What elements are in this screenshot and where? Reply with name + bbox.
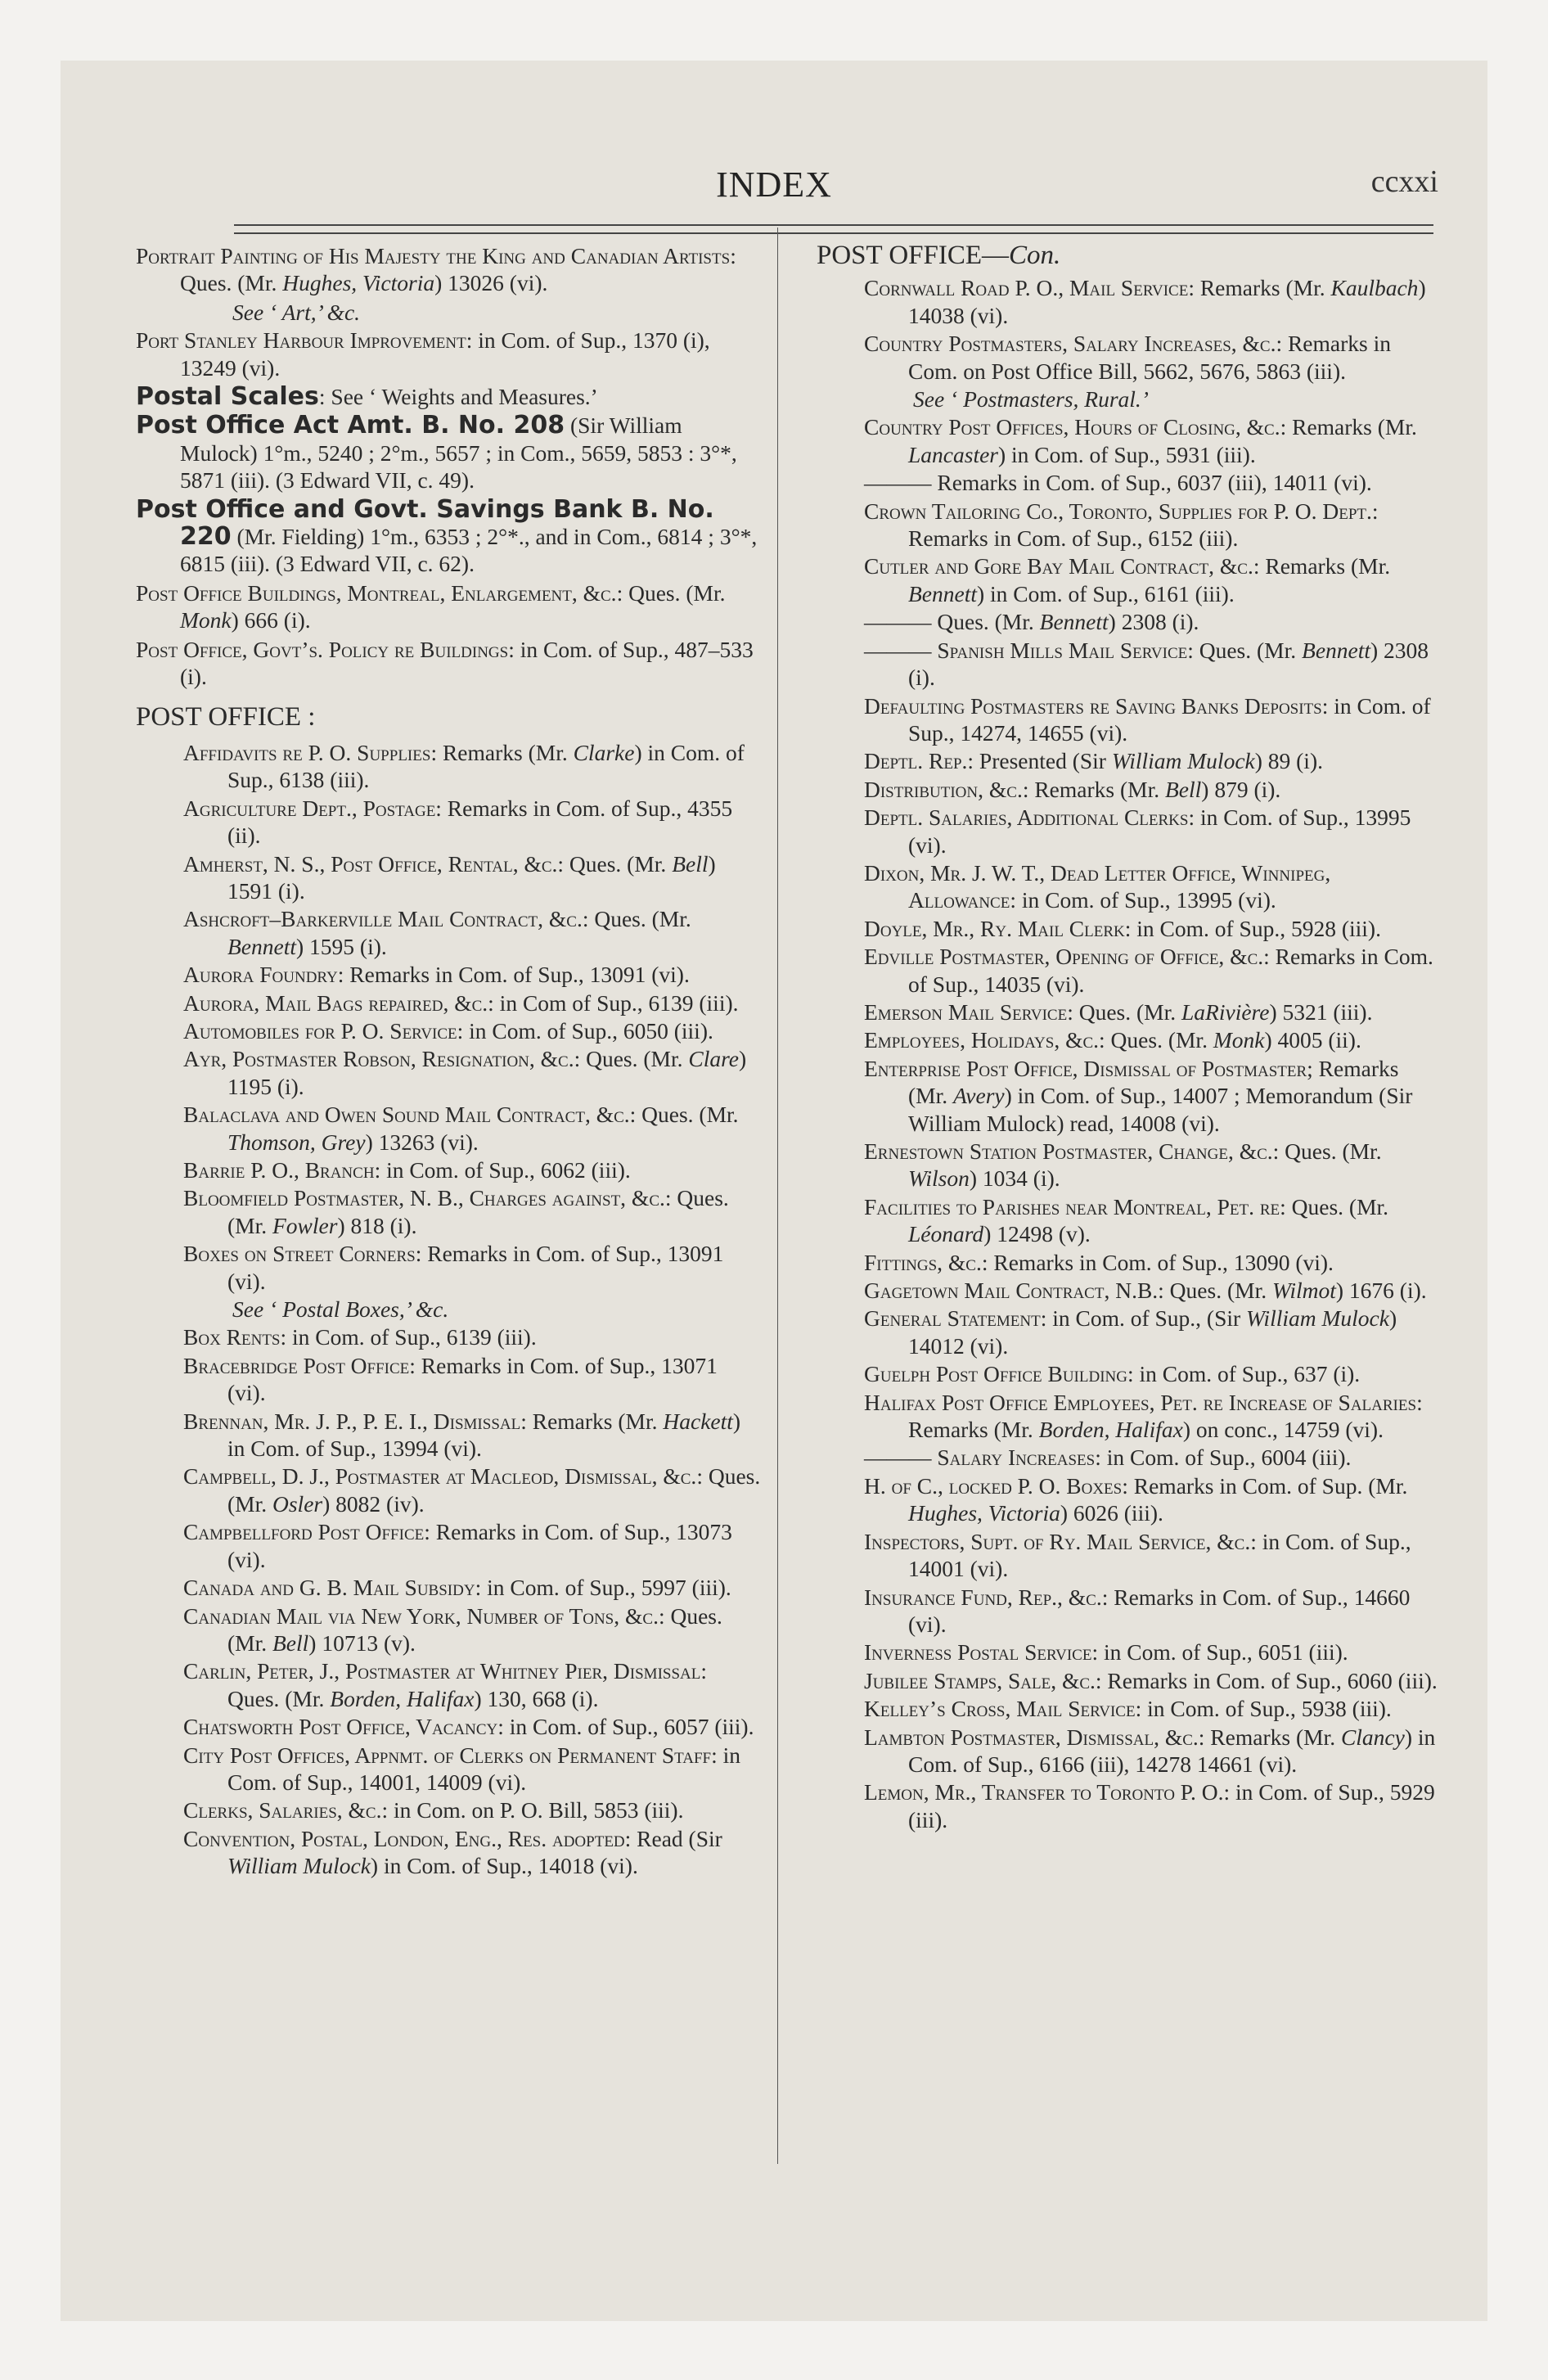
index-subentry (864, 1667, 1438, 1694)
entry-text: : Remarks (Mr. (520, 1408, 664, 1434)
entry-heading: Affidavits re P. O. Supplies (183, 739, 431, 765)
entry-text: : Remarks in Com. of Sup., 14660 (vi). (908, 1584, 1411, 1637)
entry-heading: Deptl. Rep. (864, 748, 968, 774)
index-subentry (864, 1055, 1438, 1137)
entry-heading: Boxes on Street Corners (183, 1241, 416, 1267)
entry-heading: Cornwall Road P. O., Mail Service (864, 275, 1189, 301)
entry-heading: Employees, Holidays, &c. (864, 1027, 1100, 1053)
member-name: Bennett (227, 933, 296, 959)
entry-reference: ) 4005 (ii). (1264, 1027, 1361, 1053)
index-entry-bold (136, 412, 761, 494)
index-subentry (864, 1277, 1438, 1304)
entry-heading: Defaulting Postmasters re Saving Banks Deposits (864, 692, 1322, 719)
index-subentry (183, 1045, 761, 1100)
member-name: Clarke (573, 739, 635, 765)
entry-heading: Amherst, N. S., Post Office, Rental, &c. (183, 850, 558, 877)
entry-heading: Gagetown Mail Contract, N.B. (864, 1278, 1159, 1304)
entry-text: : Remarks (Mr. (1198, 1724, 1341, 1750)
entry-heading: Ayr, Postmaster Robson, Resignation, &c. (183, 1046, 574, 1072)
entry-reference: ) on conc., 14759 (vi). (1182, 1417, 1384, 1443)
entry-heading: Campbellford Post Office (183, 1519, 425, 1545)
entry-text: : Presented (Sir (967, 748, 1112, 774)
member-name: Avery (953, 1083, 1005, 1109)
entry-text: : Remarks in Com. of Sup., 13091 (vi). (337, 962, 690, 988)
cross-reference (136, 299, 761, 326)
entry-heading: Crown Tailoring Co., Toronto, Supplies for P. O. Dept. (864, 498, 1372, 524)
index-subentry (864, 1138, 1438, 1192)
entry-text: : in Com. of Sup., 637 (i). (1127, 1361, 1361, 1387)
entry-text: : Ques. (Mr. (1187, 637, 1303, 663)
entry-text: : Remarks in Com. of Sup., 14035 (vi). (908, 944, 1433, 997)
member-name: Borden, Halifax (330, 1685, 475, 1711)
index-subentry (183, 1352, 761, 1407)
index-subentry (864, 915, 1438, 942)
entry-text: : in Com. of Sup., 14274, 14655 (vi). (908, 692, 1431, 746)
entry-text: : in Com. of Sup., 13995 (vi). (1010, 887, 1276, 913)
index-subentry (183, 905, 761, 960)
member-name: Borden, Halifax (1038, 1417, 1183, 1443)
index-subentry (183, 1184, 761, 1239)
member-name: Thomson, Grey (227, 1129, 366, 1155)
entry-heading: Bracebridge Post Office (183, 1352, 410, 1378)
member-name: Hughes, Victoria (282, 270, 435, 296)
entry-heading: Agriculture Dept., Postage (183, 795, 436, 821)
index-subentry (864, 552, 1438, 607)
entry-heading: Bloomfield Postmaster, N. B., Charges against, &c. (183, 1185, 665, 1211)
entry-text: : in Com. of Sup., (Sir (1040, 1305, 1247, 1332)
entry-heading: Box Rents (183, 1324, 281, 1350)
entry-heading: Clerks, Salaries, &c. (183, 1797, 382, 1823)
index-subentry (183, 1101, 761, 1156)
entry-reference: ) 5321 (iii). (1269, 998, 1373, 1025)
entry-text: : in Com. of Sup., 6057 (iii). (497, 1714, 754, 1740)
entry-text: : Remarks in Com. of Sup., 13090 (vi). (981, 1249, 1334, 1275)
index-subentry (183, 1463, 761, 1517)
entry-text: : Ques. (Mr. (227, 1658, 707, 1711)
member-name: William Mulock (227, 1853, 371, 1879)
index-subentry (864, 608, 1438, 635)
entry-text: Ques. (Mr. (931, 609, 1040, 635)
entry-text: : Remarks (Mr. (1253, 553, 1391, 579)
index-subentry (864, 274, 1438, 329)
index-subentry (864, 1026, 1438, 1053)
index-subentry (864, 413, 1438, 468)
member-name: Bennett (1039, 609, 1109, 635)
entry-heading: Post Office Buildings, Montreal, Enlargement, &c. (136, 579, 617, 606)
index-subentry (183, 961, 761, 988)
index-subentry (864, 1778, 1438, 1833)
entry-reference: ) in Com. of Sup., 14018 (vi). (370, 1853, 638, 1879)
entry-heading: Postal Scales (136, 382, 319, 412)
entry-heading: City Post Offices, Appnmt. of Clerks on Permanent Staff (183, 1742, 712, 1768)
index-subentry (864, 1695, 1438, 1722)
entry-heading: Enterprise Post Office, Dismissal of Postmaster (864, 1055, 1307, 1081)
entry-reference: ) 8082 (iv). (322, 1490, 425, 1517)
index-subentry (183, 1796, 761, 1823)
entry-heading: Post Office Act Amt. B. No. 208 (136, 411, 565, 440)
member-name: LaRivière (1181, 998, 1270, 1025)
entry-heading: Post Office, Govt’s. Policy re Buildings (136, 636, 509, 662)
entry-heading: Guelph Post Office Building (864, 1361, 1127, 1387)
entry-reference: ) 12498 (v). (983, 1221, 1091, 1247)
entry-text: : in Com. of Sup., 6050 (iii). (457, 1017, 713, 1044)
entry-heading: ——— (864, 470, 932, 496)
heading-text: POST OFFICE : (136, 701, 316, 732)
entry-text: : Ques. (Mr. (1280, 1193, 1389, 1219)
entry-reference: ) 1034 (i). (969, 1165, 1060, 1192)
entry-reference: ) 13263 (vi). (365, 1129, 479, 1155)
entry-heading: Barrie P. O., Branch (183, 1157, 375, 1183)
index-subentry (864, 1724, 1438, 1778)
entry-text: : Remarks (Mr. (1280, 414, 1417, 440)
entry-text: : in Com. of Sup., 5938 (iii). (1135, 1696, 1392, 1722)
entry-heading: Fittings, &c. (864, 1249, 982, 1275)
index-subentry (864, 692, 1438, 747)
index-entry (136, 579, 761, 634)
entry-heading: ——— (864, 609, 932, 635)
index-subentry (864, 859, 1438, 914)
member-name: Monk (180, 607, 232, 633)
entry-text: : in Com. of Sup., 6139 (iii). (280, 1324, 537, 1350)
entry-heading: Ashcroft–Barkerville Mail Contract, &c. (183, 906, 583, 932)
entry-text: Remarks in Com. of Sup., 6037 (iii), 14011 (vi). (931, 470, 1372, 496)
entry-text: : Remarks in Com. of Sup., 13071 (vi). (227, 1352, 718, 1406)
entry-reference: ) in Com. of Sup., 6166 (iii), 14278 14661 (vi). (908, 1724, 1436, 1777)
entry-reference: ) 666 (i). (231, 607, 311, 633)
index-subentry (183, 1518, 761, 1573)
member-name: Bell (1164, 776, 1202, 802)
entry-reference: ) in Com. of Sup., 14007 ; Memorandum (Sir William Mulock) read, 14008 (vi). (908, 1083, 1413, 1136)
entry-text: : Remarks in Com. of Sup., 4355 (ii). (227, 795, 733, 849)
section-heading (817, 242, 1438, 269)
entry-heading: Cutler and Gore Bay Mail Contract, &c. (864, 553, 1253, 579)
index-subentry (864, 1360, 1438, 1387)
entry-text: : Ques. (Mr. (227, 1602, 722, 1656)
entry-text: : Ques. (Mr. (1099, 1027, 1213, 1053)
entry-text: : in Com of Sup., 6139 (iii). (488, 989, 739, 1016)
entry-text: : Remarks in Com. of Sup., 6152 (iii). (908, 498, 1379, 552)
entry-text: (Mr. Fielding) 1°m., 6353 ; 2°*., and in Com., 6814 ; 3°*, 6815 (iii). (3 Edward VII, c. 62). (180, 524, 758, 577)
entry-reference: ) in Com. of Sup., 13994 (vi). (227, 1408, 741, 1462)
member-name: Bell (672, 850, 709, 877)
entry-text: : in Com. of Sup., 6051 (iii). (1091, 1639, 1348, 1666)
index-subentry (864, 1528, 1438, 1583)
entry-text: : Remarks in Com. on Post Office Bill, 5662, 5676, 5863 (iii). (908, 331, 1391, 384)
entry-heading: Inspectors, Supt. of Ry. Mail Service, &c. (864, 1528, 1251, 1554)
column-divider (777, 228, 778, 2164)
heading-continued: Con. (1009, 241, 1061, 270)
index-entry (136, 327, 761, 381)
index-entry-bold (136, 496, 761, 578)
entry-heading: Lambton Postmaster, Dismissal, &c. (864, 1724, 1199, 1750)
index-subentry (864, 1249, 1438, 1276)
section-heading (136, 701, 761, 732)
index-entry (136, 242, 761, 297)
entry-heading: Canada and G. B. Mail Subsidy (183, 1575, 475, 1601)
member-name: Hughes, Victoria (908, 1500, 1060, 1526)
entry-text: : Remarks (Mr. (430, 739, 574, 765)
index-subentry (864, 1472, 1438, 1527)
header-rule-bottom (234, 232, 1433, 234)
entry-reference: ) 2308 (i). (908, 637, 1429, 691)
entry-heading: Dixon, Mr. J. W. T., Dead Letter Office, Winnipeg, Allowance (864, 859, 1331, 913)
member-name: Bennett (908, 580, 977, 606)
index-entry-bold (136, 383, 761, 410)
index-subentry (864, 330, 1438, 385)
entry-heading: Portrait Painting of His Majesty the King and Canadian Artists (136, 243, 731, 268)
entry-reference: ) 1195 (i). (227, 1046, 747, 1099)
entry-heading: Doyle, Mr., Ry. Mail Clerk (864, 915, 1125, 941)
entry-text: : Remarks in Com. of Sup., 13073 (vi). (227, 1519, 732, 1572)
entry-heading: Country Post Offices, Hours of Closing, &c. (864, 414, 1280, 440)
entry-heading: Automobiles for P. O. Service (183, 1017, 457, 1044)
entry-heading: Chatsworth Post Office, Vacancy (183, 1714, 498, 1740)
entry-reference: ) 1595 (i). (296, 933, 387, 959)
entry-heading: Lemon, Mr., Transfer to Toronto P. O. (864, 1779, 1224, 1805)
entry-text: : Ques. (Mr. (629, 1102, 739, 1128)
entry-heading: Kelley’s Cross, Mail Service (864, 1696, 1136, 1722)
entry-text: : in Com. of Sup., 6004 (iii). (1095, 1445, 1352, 1471)
entry-text: (Sir William Mulock) 1°m., 5240 ; 2°m., 5657 ; in Com., 5659, 5853 : 3°*, 5871 (iii). (3 Edward VII, c. 49). (180, 412, 737, 494)
member-name: Wilmot (1271, 1278, 1336, 1304)
entry-text: : Ques. (Mr. (180, 243, 736, 296)
entry-heading: Deptl. Salaries, Additional Clerks (864, 805, 1189, 831)
index-subentry (864, 1305, 1438, 1359)
member-name: Clancy (1340, 1724, 1405, 1750)
entry-reference: ) 879 (i). (1201, 776, 1281, 802)
entry-text: : Ques. (Mr. (557, 850, 673, 877)
entry-text: : Remarks in Com. of Sup. (Mr. (1122, 1472, 1408, 1499)
entry-reference: ) 2308 (i). (1108, 609, 1199, 635)
entry-text: : Ques. (Mr. (582, 906, 691, 932)
entry-text: : Read (Sir (624, 1825, 722, 1851)
index-subentry (183, 1657, 761, 1712)
entry-reference: ) 14012 (vi). (908, 1305, 1397, 1359)
entry-reference: ) 14038 (vi). (908, 275, 1426, 328)
entry-text: : in Com. of Sup., 5997 (iii). (475, 1575, 731, 1601)
index-entry (136, 636, 761, 691)
entry-text: : in Com. of Sup., 5928 (iii). (1124, 915, 1381, 941)
entry-text: : Ques. (Mr. (227, 1463, 761, 1517)
member-name: Hackett (663, 1408, 733, 1434)
member-name: William Mulock (1246, 1305, 1389, 1332)
member-name: Lancaster (908, 441, 998, 467)
entry-text: : See ‘ Weights and Measures.’ (318, 384, 598, 410)
member-name: Kaulbach (1330, 275, 1419, 301)
index-subentry (864, 637, 1438, 692)
member-name: Clare (688, 1046, 740, 1072)
entry-text: : Remarks in Com. of Sup., 13091 (vi). (227, 1241, 724, 1294)
index-subentry (183, 1574, 761, 1601)
index-subentry (864, 1639, 1438, 1666)
entry-text: : Remarks (Mr. (908, 1389, 1423, 1443)
member-name: Wilson (908, 1165, 970, 1192)
index-subentry (183, 850, 761, 905)
member-name: Bell (272, 1629, 309, 1656)
index-page (61, 61, 1487, 2321)
member-name: Osler (272, 1490, 323, 1517)
entry-text: : Remarks in Com. of Sup., 6060 (iii). (1095, 1667, 1438, 1693)
entry-text: : in Com. of Sup., 14001, 14009 (vi). (227, 1742, 741, 1795)
entry-reference: ) 10713 (v). (308, 1629, 416, 1656)
entry-text: : in Com. of Sup., 6062 (iii). (374, 1157, 631, 1183)
entry-reference: ) 89 (i). (1254, 748, 1323, 774)
entry-heading: Distribution, &c. (864, 776, 1023, 802)
index-subentry (864, 943, 1438, 998)
entry-text: : in Com. of Sup., 13995 (vi). (908, 805, 1411, 858)
index-subentry (864, 498, 1438, 552)
member-name: Fowler (272, 1212, 338, 1238)
entry-text: : in Com. of Sup., 487–533 (i). (180, 636, 754, 690)
entry-text: : in Com. of Sup., 14001 (vi). (908, 1528, 1411, 1582)
see-text: See ‘ Postal Boxes,’ &c. (232, 1296, 449, 1323)
index-subentry (864, 469, 1438, 496)
index-subentry (864, 1389, 1438, 1444)
entry-text: : Ques. (Mr. (616, 579, 726, 606)
cross-reference (136, 1296, 761, 1323)
member-name: Monk (1213, 1027, 1265, 1053)
entry-heading: Jubilee Stamps, Sale, &c. (864, 1667, 1096, 1693)
index-subentry (183, 1323, 761, 1350)
entry-reference: ) 13026 (vi). (434, 270, 548, 296)
index-subentry (183, 1602, 761, 1657)
entry-reference: ) in Com. of Sup., 6161 (iii). (977, 580, 1235, 606)
entry-heading: Halifax Post Office Employees, Pet. re Increase of Salaries (864, 1389, 1417, 1415)
cross-reference (817, 385, 1438, 412)
heading-text: POST OFFICE— (817, 241, 1010, 270)
entry-reference: ) 1676 (i). (1335, 1278, 1427, 1304)
entry-heading: Inverness Postal Service (864, 1639, 1092, 1666)
entry-text: : in Com. on P. O. Bill, 5853 (iii). (381, 1797, 684, 1823)
entry-heading: General Statement (864, 1305, 1041, 1332)
entry-text: : Ques. (Mr. (1067, 998, 1182, 1025)
index-subentry (864, 804, 1438, 859)
index-subentry (183, 1713, 761, 1740)
entry-heading: Insurance Fund, Rep., &c. (864, 1584, 1102, 1610)
entry-heading: Country Postmasters, Salary Increases, &c. (864, 331, 1276, 357)
index-subentry (183, 1240, 761, 1295)
entry-text: : Ques. (Mr. (1272, 1138, 1382, 1164)
index-subentry (864, 1444, 1438, 1471)
header-rule-top (234, 224, 1433, 226)
entry-text: : in Com. of Sup., 5929 (iii). (908, 1779, 1435, 1832)
entry-heading: Post Office and Govt. Savings Bank B. No. 220 (136, 494, 714, 552)
entry-heading: Ernestown Station Postmaster, Change, &c. (864, 1138, 1273, 1164)
member-name: Bennett (1302, 637, 1371, 663)
index-subentry (864, 1584, 1438, 1639)
entry-text: : Remarks (Mr. (1188, 275, 1331, 301)
entry-text: : Ques. (Mr. (574, 1046, 689, 1072)
entry-heading: Convention, Postal, London, Eng., Res. adopted (183, 1825, 625, 1851)
entry-reference: ) 1591 (i). (227, 850, 716, 904)
index-subentry (183, 795, 761, 850)
entry-heading: Brennan, Mr. J. P., P. E. I., Dismissal (183, 1408, 521, 1434)
entry-heading: Facilities to Parishes near Montreal, Pet. re (864, 1193, 1280, 1219)
running-title: INDEX (716, 165, 832, 205)
entry-reference: ) 130, 668 (i). (474, 1685, 599, 1711)
index-subentry (864, 776, 1438, 803)
entry-text: : in Com. of Sup., 1370 (i), 13249 (vi). (180, 327, 710, 381)
entry-text: : Ques. (Mr. (1158, 1278, 1272, 1304)
entry-text: ; Remarks (Mr. (908, 1055, 1399, 1109)
see-text: See ‘ Art,’ &c. (232, 299, 361, 325)
page-number: ccxxi (1370, 165, 1438, 199)
entry-heading: H. of C., locked P. O. Boxes (864, 1472, 1123, 1499)
index-subentry (864, 747, 1438, 774)
member-name: Léonard (908, 1221, 984, 1247)
entry-reference: ) 818 (i). (337, 1212, 417, 1238)
entry-heading: Campbell, D. J., Postmaster at Macleod, Dismissal, &c. (183, 1463, 697, 1490)
index-subentry (183, 1825, 761, 1880)
entry-reference: ) in Com. of Sup., 5931 (iii). (998, 441, 1256, 467)
entry-heading: Emerson Mail Service (864, 998, 1068, 1025)
index-subentry (183, 1156, 761, 1183)
index-subentry (183, 1408, 761, 1463)
entry-heading: Aurora, Mail Bags repaired, &c. (183, 989, 488, 1016)
index-subentry (183, 739, 761, 794)
right-column (817, 242, 1438, 1834)
entry-heading: ——— Spanish Mills Mail Service (864, 637, 1188, 663)
entry-text: : Ques. (Mr. (227, 1185, 729, 1238)
member-name: William Mulock (1111, 748, 1255, 774)
entry-text: : Remarks (Mr. (1022, 776, 1165, 802)
index-subentry (183, 1017, 761, 1044)
index-subentry (183, 989, 761, 1016)
entry-heading: Aurora Foundry (183, 962, 338, 988)
entry-reference: ) 6026 (iii). (1060, 1500, 1163, 1526)
entry-heading: ——— Salary Increases (864, 1445, 1096, 1471)
index-subentry (183, 1742, 761, 1796)
index-subentry (864, 998, 1438, 1025)
index-subentry (864, 1193, 1438, 1248)
see-text: See ‘ Postmasters, Rural.’ (913, 386, 1149, 412)
entry-heading: Canadian Mail via New York, Number of Tons, &c. (183, 1602, 659, 1629)
entry-heading: Carlin, Peter, J., Postmaster at Whitney Pier, Dismissal (183, 1658, 701, 1684)
left-column (136, 242, 761, 1881)
entry-reference: ) in Com. of Sup., 6138 (iii). (227, 739, 745, 793)
entry-heading: Balaclava and Owen Sound Mail Contract, &c. (183, 1102, 630, 1128)
entry-heading: Port Stanley Harbour Improvement (136, 327, 466, 354)
entry-heading: Edville Postmaster, Opening of Office, &c. (864, 944, 1264, 970)
